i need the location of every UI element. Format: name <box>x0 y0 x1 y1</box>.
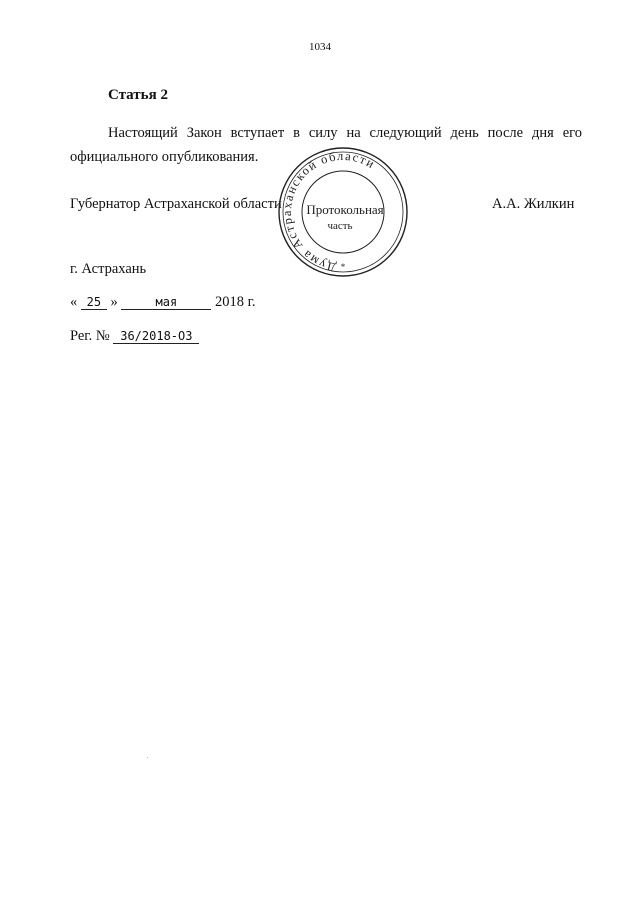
article-title: Статья 2 <box>108 87 168 103</box>
date-month: мая <box>121 295 211 310</box>
date-day: 25 <box>81 295 107 310</box>
city: г. Астрахань <box>70 261 147 277</box>
date-year: 2018 г. <box>215 294 256 310</box>
governor-name: А.А. Жилкин <box>492 196 575 212</box>
registration-line <box>70 328 199 345</box>
registration-number: 36/2018-ОЗ <box>113 329 199 344</box>
stamp-ring-text: Дума Астраханской области <box>279 148 379 275</box>
page-number: 1034 <box>309 41 331 53</box>
scan-dot <box>147 757 148 758</box>
article-text-line-1: Настоящий Закон вступает в силу на следующий день после дня его <box>108 125 582 141</box>
governor-title: Губернатор Астраханской области <box>70 196 282 212</box>
close-quote: » <box>110 294 118 310</box>
stamp-center-line-1: Протокольная <box>306 202 384 217</box>
registration-label: Рег. № <box>70 328 110 344</box>
open-quote: « <box>70 294 78 310</box>
date-line <box>70 294 256 311</box>
article-text-line-2: официального опубликования. <box>70 149 259 165</box>
stamp-center-line-2: часть <box>327 220 353 232</box>
official-stamp <box>274 146 412 278</box>
stamp-star: * <box>340 262 346 272</box>
